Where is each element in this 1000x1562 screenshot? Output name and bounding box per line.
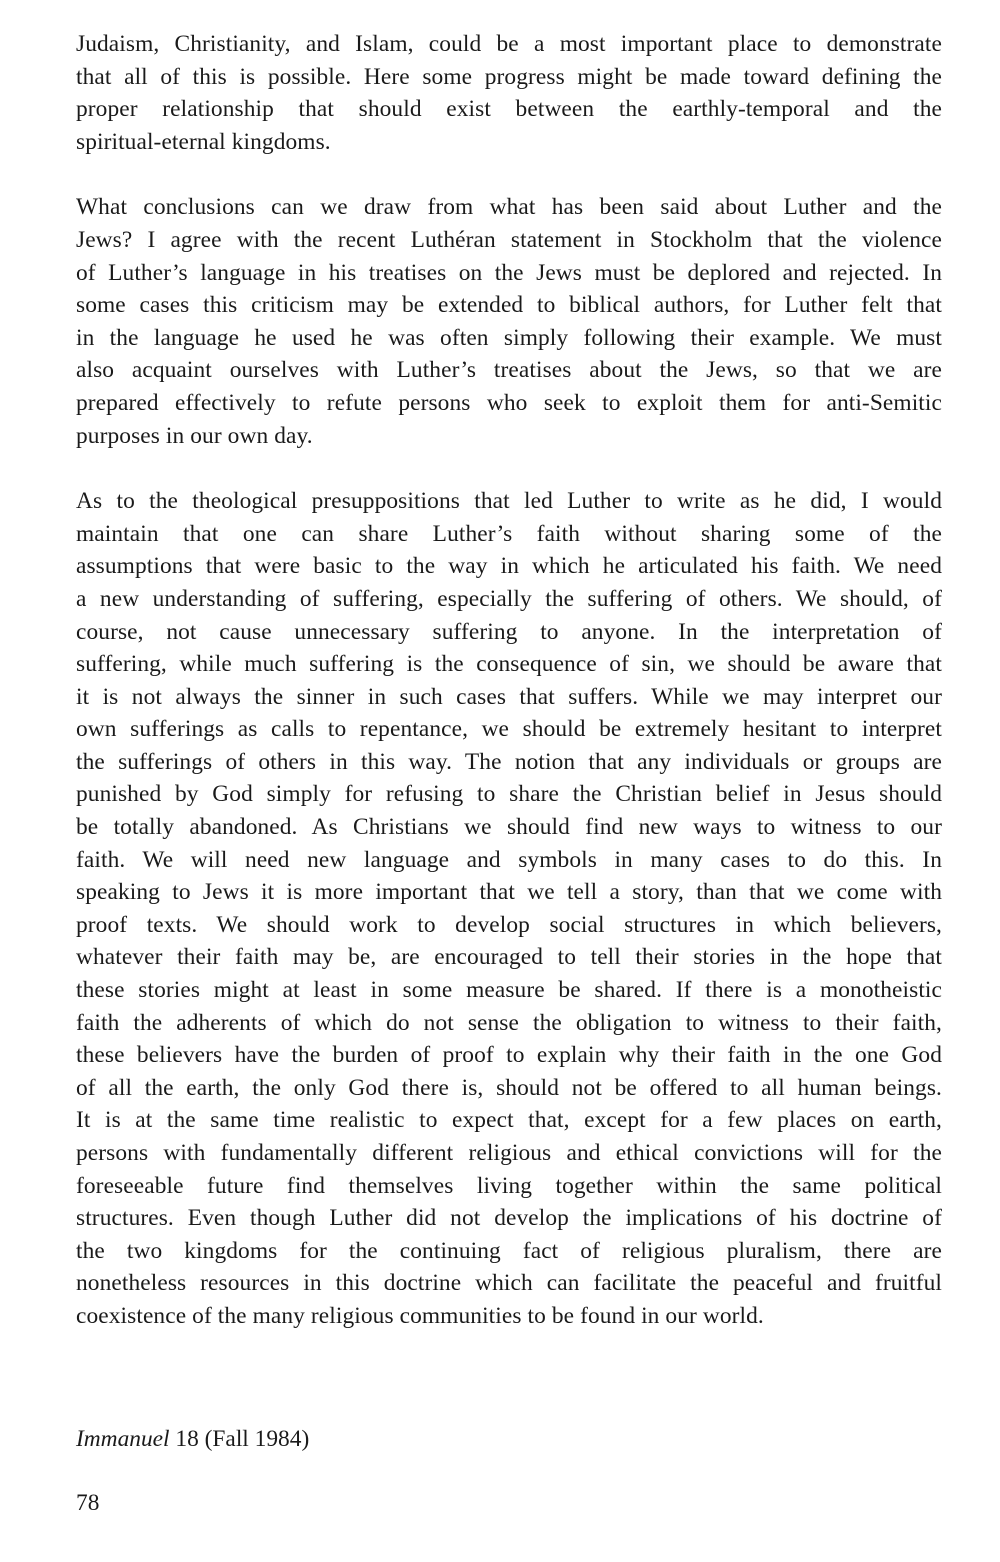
text-line: foreseeable future find themselves living together within the same political bbox=[76, 1172, 942, 1199]
text-line: nonetheless resources in this doctrine which can facilitate the peaceful and fruitful bbox=[76, 1270, 942, 1297]
text-line: Jews? I agree with the recent Luthéran statement in Stockholm that the violence bbox=[76, 226, 942, 253]
page-body bbox=[76, 28, 942, 1333]
text-line: prepared effectively to refute persons who seek to exploit them for anti-Semitic bbox=[76, 389, 942, 416]
text-line: whatever their faith may be, are encouraged to tell their stories in the hope that bbox=[76, 944, 942, 971]
journal-title: Immanuel bbox=[76, 1426, 170, 1452]
paragraph-2 bbox=[76, 191, 942, 452]
text-line: proof texts. We should work to develop social structures in which believers, bbox=[76, 911, 942, 938]
text-line: some cases this criticism may be extended to biblical authors, for Luther felt that bbox=[76, 292, 942, 319]
text-line: structures. Even though Luther did not develop the implications of his doctrine of bbox=[76, 1205, 942, 1232]
paragraph-3 bbox=[76, 485, 942, 1332]
text-line: of Luther’s language in his treatises on the Jews must be deplored and rejected. In bbox=[76, 259, 942, 286]
text-line: It is at the same time realistic to expect that, except for a few places on earth, bbox=[76, 1107, 942, 1134]
paragraph-1 bbox=[76, 28, 942, 158]
text-line: own sufferings as calls to repentance, we should be extremely hesitant to interpret bbox=[76, 716, 942, 743]
text-line: purposes in our own day. bbox=[76, 422, 313, 449]
text-line: in the language he used he was often simply following their example. We must bbox=[76, 324, 942, 351]
text-line: course, not cause unnecessary suffering to anyone. In the interpretation of bbox=[76, 618, 942, 645]
text-line: that all of this is possible. Here some progress might be made toward defining the bbox=[76, 63, 942, 90]
text-line: maintain that one can share Luther’s faith without sharing some of the bbox=[76, 520, 942, 547]
text-line: these stories might at least in some measure be shared. If there is a monotheistic bbox=[76, 977, 942, 1004]
text-line: assumptions that were basic to the way in which he articulated his faith. We need bbox=[76, 553, 942, 580]
text-line: faith. We will need new language and symbols in many cases to do this. In bbox=[76, 846, 942, 873]
text-line: be totally abandoned. As Christians we should find new ways to witness to our bbox=[76, 814, 942, 841]
text-line: coexistence of the many religious communities to be found in our world. bbox=[76, 1302, 764, 1329]
paragraph-gap bbox=[76, 158, 942, 191]
text-line: the sufferings of others in this way. The notion that any individuals or groups are bbox=[76, 748, 942, 775]
text-line: these believers have the burden of proof to explain why their faith in the one God bbox=[76, 1042, 942, 1069]
text-line: As to the theological presuppositions that led Luther to write as he did, I would bbox=[76, 488, 942, 515]
text-line: proper relationship that should exist between the earthly-temporal and the bbox=[76, 96, 942, 123]
text-line: What conclusions can we draw from what has been said about Luther and the bbox=[76, 194, 942, 221]
text-line: punished by God simply for refusing to share the Christian belief in Jesus should bbox=[76, 781, 942, 808]
text-line: spiritual-eternal kingdoms. bbox=[76, 128, 331, 155]
journal-issue: 18 (Fall 1984) bbox=[169, 1426, 310, 1452]
text-line: a new understanding of suffering, especially the suffering of others. We should, of bbox=[76, 585, 942, 612]
text-line: suffering, while much suffering is the consequence of sin, we should be aware that bbox=[76, 651, 942, 678]
page-number: 78 bbox=[76, 1490, 100, 1516]
text-line: also acquaint ourselves with Luther’s treatises about the Jews, so that we are bbox=[76, 357, 942, 384]
text-line: it is not always the sinner in such cases that suffers. While we may interpret our bbox=[76, 683, 942, 710]
text-line: persons with fundamentally different religious and ethical convictions will for the bbox=[76, 1140, 942, 1166]
text-line: the two kingdoms for the continuing fact of religious pluralism, there are bbox=[76, 1237, 942, 1264]
paragraph-gap bbox=[76, 452, 942, 485]
text-line: faith the adherents of which do not sense the obligation to witness to their faith, bbox=[76, 1009, 942, 1036]
text-line: Judaism, Christianity, and Islam, could be a most important place to demonstrate bbox=[76, 31, 942, 57]
text-line: speaking to Jews it is more important that we tell a story, than that we come with bbox=[76, 879, 942, 906]
journal-citation bbox=[76, 1424, 309, 1454]
text-line: of all the earth, the only God there is, should not be offered to all human beings. bbox=[76, 1074, 942, 1101]
